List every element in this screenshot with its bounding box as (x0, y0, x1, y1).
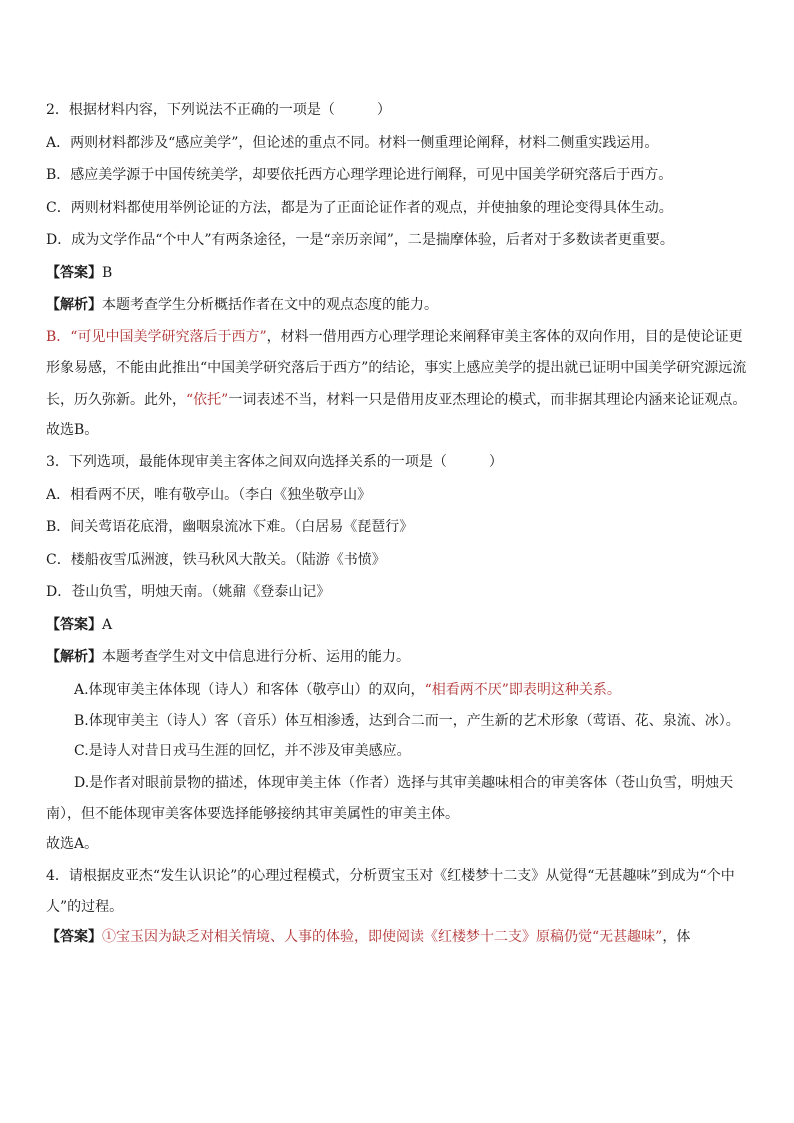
question-2-option-c: C．两则材料都使用举例论证的方法，都是为了正面论证作者的观点，并使抽象的理论变得具体生动。 (46, 199, 673, 216)
question-3-analysis-c: C.是诗人对昔日戎马生涯的回忆，并不涉及审美感应。 (74, 743, 411, 759)
analysis-text: 本题考查学生对文中信息进行分析、运用的能力。 (102, 649, 410, 665)
analysis-text: 本题考查学生分析概括作者在文中的观点态度的能力。 (102, 297, 438, 313)
question-2-analysis-detail (46, 322, 756, 417)
analysis-a-quote: “相看两不厌”即表明这种关系。 (424, 681, 621, 698)
analysis-tag: 【解析】 (46, 649, 102, 665)
question-3-analysis-a (46, 680, 756, 700)
answer-tail: ，体 (662, 929, 691, 945)
question-2-option-a: A．两则材料都涉及“感应美学”，但论述的重点不同。材料一侧重理论阐释，材料二侧重实践运用。 (46, 134, 659, 151)
analysis-a-text: A.体现审美主体体现（诗人）和客体（敬亭山）的双向， (74, 681, 425, 698)
question-3-stem: 3．下列选项，最能体现审美主客体之间双向选择关系的一项是（ ） (46, 454, 503, 470)
detail-quote-1: “可见中国美学研究落后于西方” (70, 328, 267, 345)
question-2-analysis (46, 295, 756, 315)
analysis-tag: 【解析】 (46, 297, 102, 313)
question-3-conclusion: 故选A。 (46, 836, 99, 852)
document-content (46, 100, 756, 960)
answer-tag: 【答案】 (46, 616, 102, 633)
answer-text-1: ①宝玉因为缺乏对相关情境、人事的体验，即使阅读《红楼梦十二支》原稿仍觉 (102, 929, 592, 945)
detail-prefix: B． (46, 328, 71, 345)
question-2-option-d: D．成为文学作品“个中人”有两条途径，一是“亲历亲闻”，二是揣摩体验，后者对于多数读者更重要。 (46, 232, 674, 248)
question-3-option-b: B．间关莺语花底滑，幽咽泉流冰下难。（白居易《琵琶行》 (46, 519, 414, 535)
question-3-analysis-b: B.体现审美主（诗人）客（音乐）体互相渗透，达到合二而一，产生新的艺术形象（莺语、花、泉流、冰）。 (74, 713, 740, 729)
question-2-answer (46, 263, 756, 283)
question-3-analysis-d: D.是作者对眼前景物的描述，体现审美主体（作者）选择与其审美趣味相合的审美客体（苍山负雪，明烛天南），但不能体现审美客体要选择能够接纳其审美属性的审美主体。 (46, 774, 734, 822)
question-3-option-d: D．苍山负雪，明烛天南。（姚鼐《登泰山记》 (46, 584, 331, 600)
detail-quote-2: “依托” (186, 391, 229, 408)
detail-part-2: 一词表述不当，材料一只是借用皮亚杰理论的模式，而非据其理论内涵来论证观点。 (228, 391, 747, 408)
question-3-option-c: C．楼船夜雪瓜洲渡，铁马秋风大散关。（陆游《书愤》 (46, 551, 386, 568)
question-3-answer (46, 615, 756, 635)
question-4-answer (46, 927, 756, 947)
answer-tag: 【答案】 (46, 929, 102, 945)
question-2-option-b: B．感应美学源于中国传统美学，却要依托西方心理学理论进行阐释，可见中国美学研究落后于西方。 (46, 167, 673, 183)
detail-part-1: ，材料一借用西方心理学理论来阐释审美主客体的双向作用，目的是使论证更形象易感，不能由此推出“中国美学研究落后于西方”的结论，事实上感应美学的提出就已证明中国美学研究源远流长，历久弥新。此外， (46, 328, 747, 408)
question-3-option-a: A．相看两不厌，唯有敬亭山。（李白《独坐敬亭山》 (46, 486, 372, 503)
answer-value: B (102, 264, 113, 281)
answer-quote: “无甚趣味” (592, 929, 663, 945)
question-2-stem: 2．根据材料内容，下列说法不正确的一项是（ ） (46, 102, 391, 118)
question-3-analysis (46, 647, 756, 667)
question-4-stem: 4．请根据皮亚杰“发生认识论”的心理过程模式，分析贾宝玉对《红楼梦十二支》从觉得“无甚趣味”到成为“个中人”的过程。 (46, 867, 735, 915)
answer-tag: 【答案】 (46, 264, 102, 281)
question-2-conclusion: 故选B。 (46, 421, 99, 438)
answer-value: A (102, 616, 113, 633)
